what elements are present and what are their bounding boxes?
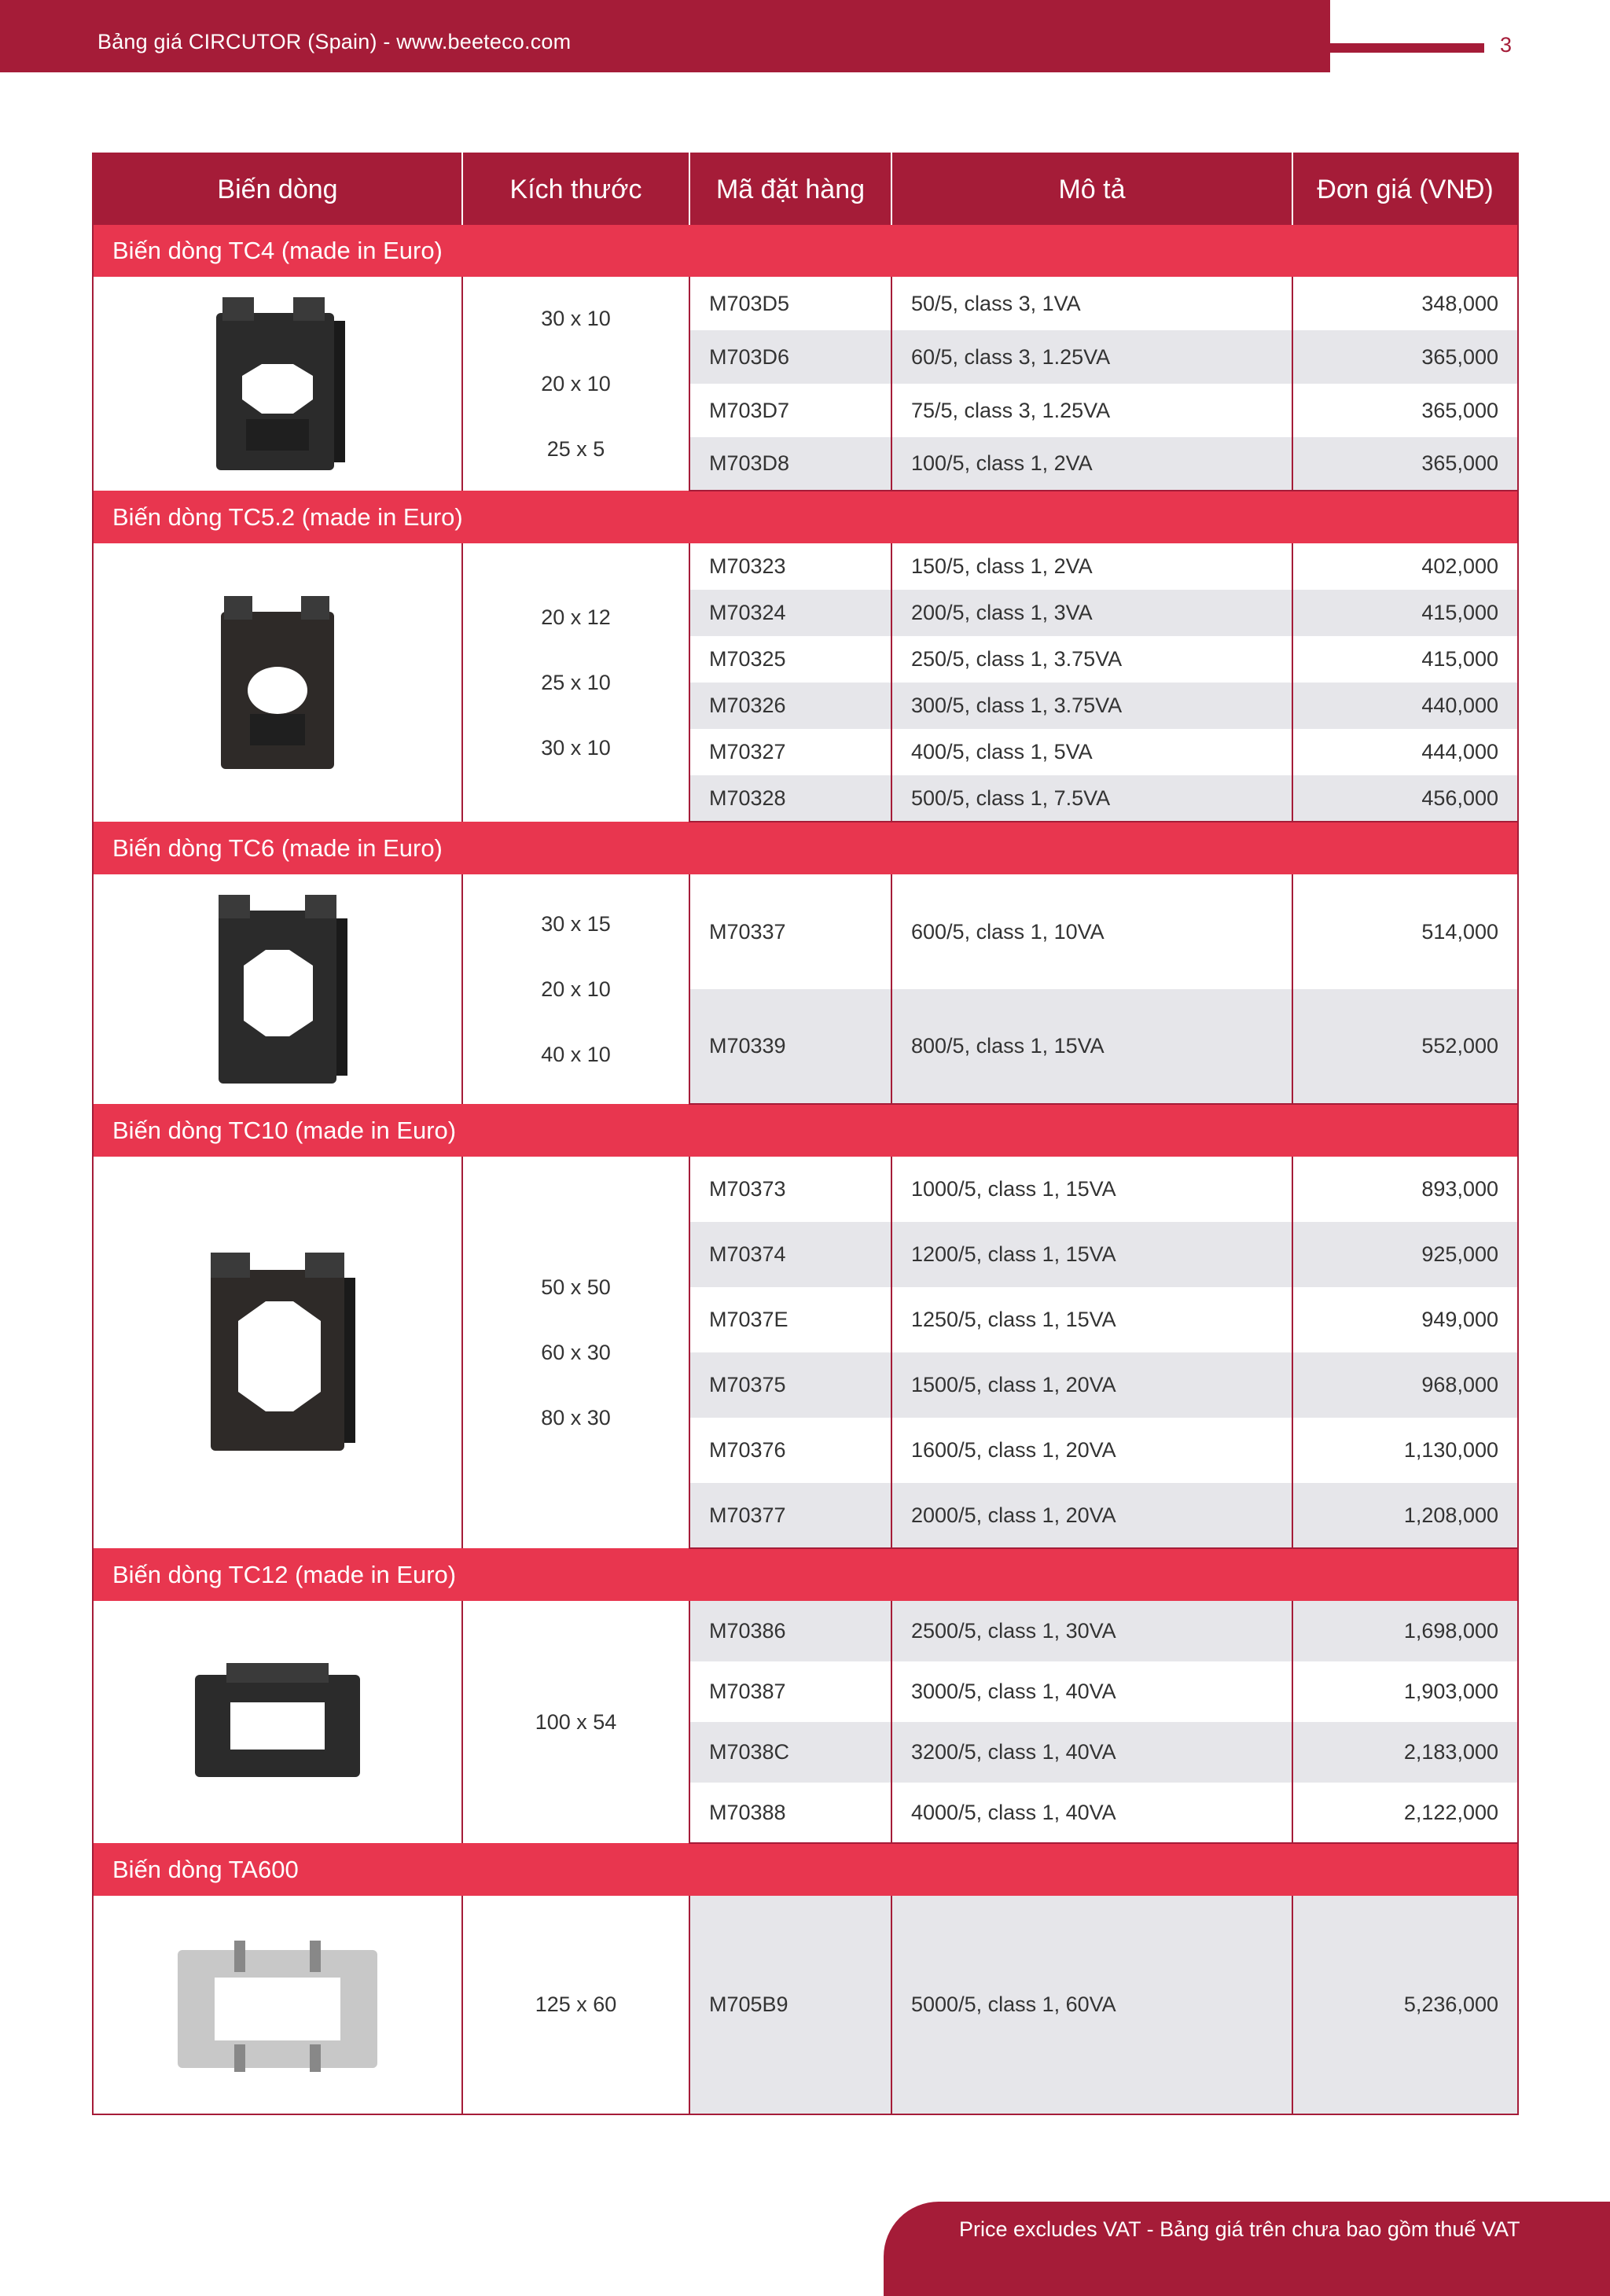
product-image-cell <box>93 874 462 1104</box>
size-value: 40 x 10 <box>541 1042 611 1066</box>
price-table <box>92 153 1519 2115</box>
description: 50/5, class 3, 1VA <box>891 277 1292 330</box>
description: 3200/5, class 1, 40VA <box>891 1722 1292 1783</box>
order-code: M70388 <box>689 1783 891 1843</box>
description: 800/5, class 1, 15VA <box>891 989 1292 1104</box>
unit-price: 440,000 <box>1292 683 1518 729</box>
size-value: 30 x 10 <box>541 306 611 330</box>
group-title: Biến dòng TA600 <box>93 1843 1518 1896</box>
size-value: 20 x 10 <box>541 371 611 396</box>
header-rule <box>1330 43 1484 53</box>
group-title: Biến dòng TC12 (made in Euro) <box>93 1548 1518 1601</box>
unit-price: 968,000 <box>1292 1352 1518 1418</box>
description: 60/5, class 3, 1.25VA <box>891 330 1292 384</box>
description: 1200/5, class 1, 15VA <box>891 1222 1292 1287</box>
size-value: 50 x 50 <box>541 1275 611 1299</box>
order-code: M70373 <box>689 1157 891 1222</box>
description: 4000/5, class 1, 40VA <box>891 1783 1292 1843</box>
table-row <box>93 277 1518 330</box>
size-cell <box>462 1601 689 1843</box>
price-table-wrapper <box>92 153 1517 2115</box>
footer-bar <box>884 2202 1610 2296</box>
product-image-cell <box>93 1896 462 2114</box>
current-transformer-tc10-image <box>187 1246 368 1459</box>
table-row <box>93 874 1518 989</box>
unit-price: 949,000 <box>1292 1287 1518 1352</box>
current-transformer-tc6-image <box>195 887 360 1091</box>
unit-price: 415,000 <box>1292 590 1518 636</box>
order-code: M70387 <box>689 1661 891 1722</box>
unit-price: 348,000 <box>1292 277 1518 330</box>
size-value: 60 x 30 <box>541 1340 611 1364</box>
table-row <box>93 543 1518 590</box>
unit-price: 444,000 <box>1292 729 1518 775</box>
size-value: 25 x 5 <box>546 436 605 461</box>
size-cell <box>462 543 689 822</box>
order-code: M70327 <box>689 729 891 775</box>
description: 300/5, class 1, 3.75VA <box>891 683 1292 729</box>
unit-price: 552,000 <box>1292 989 1518 1104</box>
header-title: Bảng giá CIRCUTOR (Spain) - www.beeteco.com <box>97 30 572 53</box>
unit-price: 2,122,000 <box>1292 1783 1518 1843</box>
unit-price: 365,000 <box>1292 384 1518 437</box>
unit-price: 1,903,000 <box>1292 1661 1518 1722</box>
group-header-row <box>93 1548 1518 1601</box>
order-code: M70375 <box>689 1352 891 1418</box>
column-header-size: Kích thước <box>462 153 689 225</box>
unit-price: 365,000 <box>1292 330 1518 384</box>
product-image-cell <box>93 1157 462 1548</box>
description: 5000/5, class 1, 60VA <box>891 1896 1292 2114</box>
order-code: M703D5 <box>689 277 891 330</box>
description: 200/5, class 1, 3VA <box>891 590 1292 636</box>
group-title: Biến dòng TC10 (made in Euro) <box>93 1104 1518 1157</box>
table-row <box>93 1896 1518 2114</box>
product-image-cell <box>93 277 462 491</box>
unit-price: 5,236,000 <box>1292 1896 1518 2114</box>
description: 1600/5, class 1, 20VA <box>891 1418 1292 1483</box>
column-header-transformer: Biến dòng <box>93 153 462 225</box>
size-value: 30 x 15 <box>541 911 611 936</box>
unit-price: 2,183,000 <box>1292 1722 1518 1783</box>
order-code: M7038C <box>689 1722 891 1783</box>
column-header-unit-price: Đơn giá (VNĐ) <box>1292 153 1518 225</box>
size-value: 125 x 60 <box>535 1992 617 2016</box>
unit-price: 925,000 <box>1292 1222 1518 1287</box>
current-transformer-tc4-image <box>199 289 356 478</box>
group-title: Biến dòng TC4 (made in Euro) <box>93 225 1518 277</box>
description: 2500/5, class 1, 30VA <box>891 1601 1292 1661</box>
order-code: M70337 <box>689 874 891 989</box>
order-code: M70324 <box>689 590 891 636</box>
size-value: 100 x 54 <box>535 1709 617 1734</box>
order-code: M70386 <box>689 1601 891 1661</box>
order-code: M70326 <box>689 683 891 729</box>
description: 250/5, class 1, 3.75VA <box>891 636 1292 683</box>
order-code: M70339 <box>689 989 891 1104</box>
description: 1500/5, class 1, 20VA <box>891 1352 1292 1418</box>
description: 3000/5, class 1, 40VA <box>891 1661 1292 1722</box>
order-code: M70376 <box>689 1418 891 1483</box>
description: 2000/5, class 1, 20VA <box>891 1483 1292 1548</box>
description: 400/5, class 1, 5VA <box>891 729 1292 775</box>
product-image-cell <box>93 543 462 822</box>
unit-price: 1,698,000 <box>1292 1601 1518 1661</box>
current-transformer-ta600-image <box>171 1934 384 2076</box>
unit-price: 402,000 <box>1292 543 1518 590</box>
order-code: M70323 <box>689 543 891 590</box>
current-transformer-tc12-image <box>187 1659 368 1785</box>
footer-note: Price excludes VAT - Bảng giá trên chưa bao gồm thuế VAT <box>959 2217 1520 2241</box>
group-title: Biến dòng TC6 (made in Euro) <box>93 822 1518 874</box>
unit-price: 456,000 <box>1292 775 1518 822</box>
unit-price: 514,000 <box>1292 874 1518 989</box>
size-cell <box>462 874 689 1104</box>
size-value: 25 x 10 <box>541 670 611 694</box>
unit-price: 893,000 <box>1292 1157 1518 1222</box>
unit-price: 1,130,000 <box>1292 1418 1518 1483</box>
order-code: M70377 <box>689 1483 891 1548</box>
size-value: 30 x 10 <box>541 735 611 760</box>
page-number: 3 <box>1500 33 1513 57</box>
table-row <box>93 1601 1518 1661</box>
description: 150/5, class 1, 2VA <box>891 543 1292 590</box>
group-header-row <box>93 1843 1518 1896</box>
order-code: M70328 <box>689 775 891 822</box>
order-code: M705B9 <box>689 1896 891 2114</box>
order-code: M7037E <box>689 1287 891 1352</box>
current-transformer-tc52-image <box>199 588 356 777</box>
order-code: M703D6 <box>689 330 891 384</box>
size-cell <box>462 277 689 491</box>
description: 75/5, class 3, 1.25VA <box>891 384 1292 437</box>
group-header-row <box>93 1104 1518 1157</box>
table-header-row <box>93 153 1518 225</box>
column-header-description: Mô tả <box>891 153 1292 225</box>
size-value: 80 x 30 <box>541 1405 611 1429</box>
product-image-cell <box>93 1601 462 1843</box>
description: 500/5, class 1, 7.5VA <box>891 775 1292 822</box>
group-header-row <box>93 225 1518 277</box>
unit-price: 415,000 <box>1292 636 1518 683</box>
table-row <box>93 1157 1518 1222</box>
description: 100/5, class 1, 2VA <box>891 437 1292 491</box>
size-cell <box>462 1896 689 2114</box>
order-code: M703D8 <box>689 437 891 491</box>
size-cell <box>462 1157 689 1548</box>
order-code: M70374 <box>689 1222 891 1287</box>
description: 1250/5, class 1, 15VA <box>891 1287 1292 1352</box>
group-header-row <box>93 491 1518 543</box>
group-title: Biến dòng TC5.2 (made in Euro) <box>93 491 1518 543</box>
description: 600/5, class 1, 10VA <box>891 874 1292 989</box>
order-code: M703D7 <box>689 384 891 437</box>
size-value: 20 x 10 <box>541 977 611 1001</box>
unit-price: 365,000 <box>1292 437 1518 491</box>
header-bar <box>0 0 1330 72</box>
description: 1000/5, class 1, 15VA <box>891 1157 1292 1222</box>
size-value: 20 x 12 <box>541 605 611 629</box>
unit-price: 1,208,000 <box>1292 1483 1518 1548</box>
column-header-order-code: Mã đặt hàng <box>689 153 891 225</box>
group-header-row <box>93 822 1518 874</box>
order-code: M70325 <box>689 636 891 683</box>
